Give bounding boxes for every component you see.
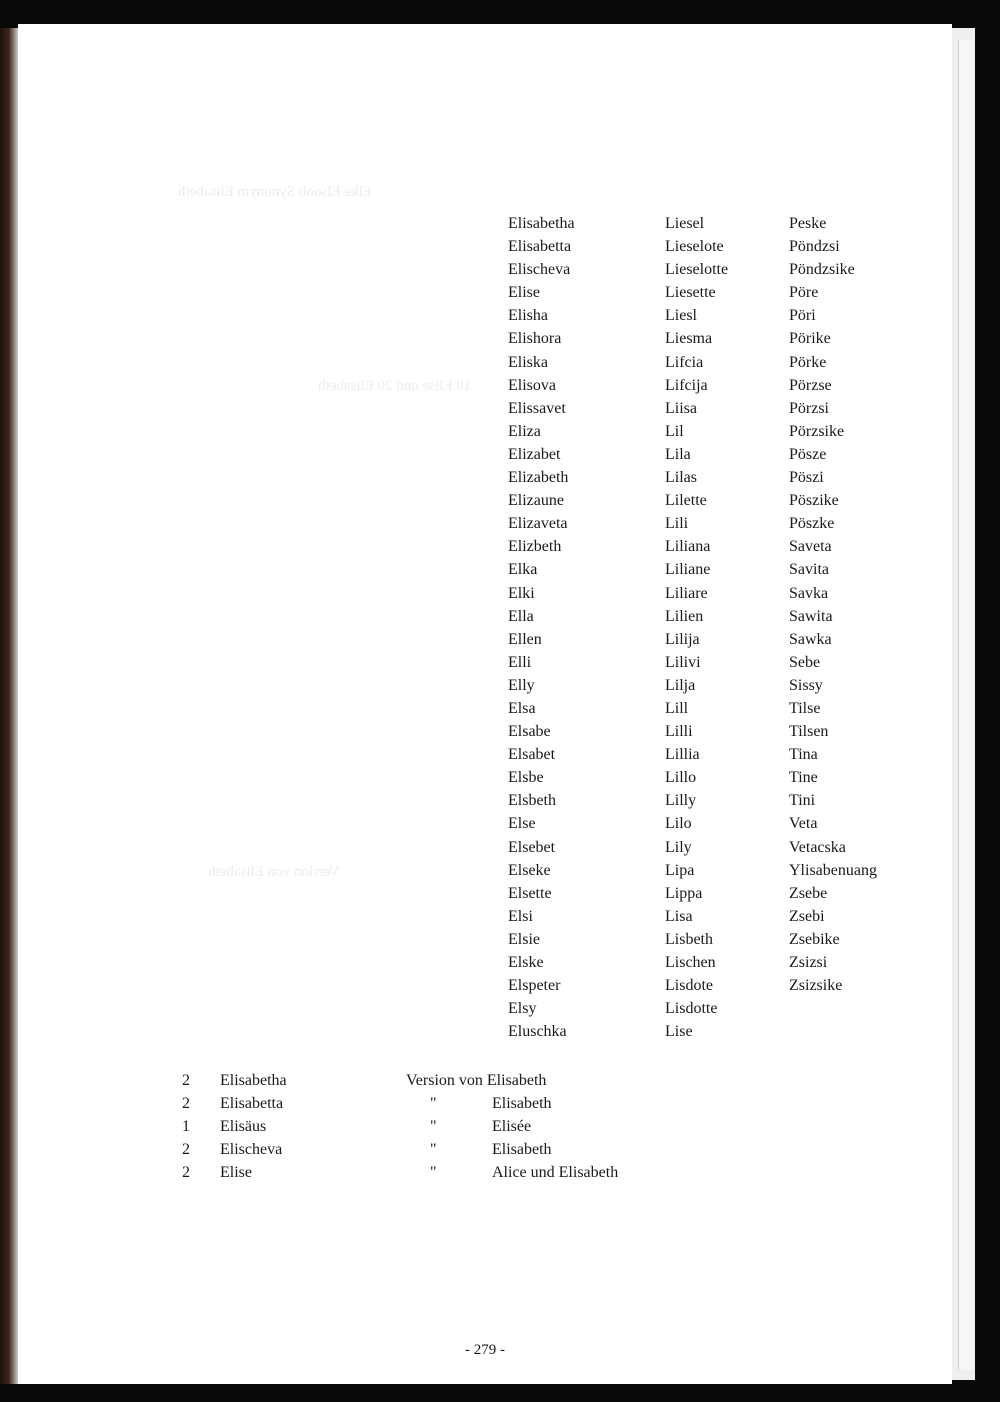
name-column-2 xyxy=(665,212,728,1043)
name-list-item: Veta xyxy=(789,815,818,833)
name-list-item: Pöszike xyxy=(789,492,839,510)
name-list-item: Savita xyxy=(789,561,829,579)
name-list-item: Lilette xyxy=(665,492,707,510)
name-list-item: Liliare xyxy=(665,584,708,602)
name-list-item: Saveta xyxy=(789,538,832,556)
name-list-item: Lilija xyxy=(665,630,700,648)
name-list-item: Lischen xyxy=(665,954,716,971)
name-list-item: Tini xyxy=(789,792,816,810)
name-list-item: Lieselote xyxy=(665,238,724,256)
count-cell: 2 xyxy=(182,1095,190,1112)
name-list-item: Elli xyxy=(508,653,532,671)
ditto-mark: " xyxy=(430,1095,437,1112)
name-list-item: Lipa xyxy=(665,861,695,879)
name-list-item: Elisova xyxy=(508,376,556,394)
book-page xyxy=(18,24,952,1384)
description-cell: Alice und Elisabeth xyxy=(492,1164,619,1181)
name-list-item: Lilly xyxy=(665,792,697,810)
name-list-item: Elsette xyxy=(508,884,552,902)
name-list-item: Zsebe xyxy=(789,884,828,902)
name-list-item: Elsie xyxy=(508,930,540,948)
name-list-item: Elsi xyxy=(508,907,533,925)
name-cell: Elischeva xyxy=(220,1141,283,1158)
description-cell: Elisabeth xyxy=(492,1095,552,1112)
name-list-item: Eluschka xyxy=(508,1023,567,1041)
name-list-item: Lisa xyxy=(665,907,693,925)
name-column-3 xyxy=(789,212,877,997)
ditto-mark: " xyxy=(430,1164,437,1181)
name-list-item: Lilien xyxy=(665,607,704,625)
name-list-item: Sawita xyxy=(789,607,833,625)
name-list-item: Elischeva xyxy=(508,261,571,279)
name-list-item: Vetacska xyxy=(789,838,846,856)
name-list-item: Elly xyxy=(508,676,535,694)
name-list-item: Elspeter xyxy=(508,977,561,995)
name-list-item: Sebe xyxy=(789,653,821,671)
name-list-item: Lise xyxy=(665,1023,693,1041)
name-list-item: Elki xyxy=(508,584,535,602)
name-list-item: Eliska xyxy=(508,353,548,371)
count-cell: 2 xyxy=(182,1141,190,1158)
name-list-item: Liliane xyxy=(665,561,711,579)
name-cell: Elisabetta xyxy=(220,1095,284,1112)
name-list-item: Lill xyxy=(665,699,689,717)
name-list-item: Elissavet xyxy=(508,399,566,417)
count-cell: 2 xyxy=(182,1072,190,1089)
name-list-item: Zsizsike xyxy=(789,977,843,995)
name-list-item: Elske xyxy=(508,954,544,971)
name-column-1 xyxy=(508,212,575,1043)
page-number: - 279 - xyxy=(465,1342,505,1358)
name-list-item: Elseke xyxy=(508,861,551,879)
name-list-item: Pörike xyxy=(789,330,831,348)
name-list-item: Elizabeth xyxy=(508,469,569,487)
name-cell: Elisäus xyxy=(220,1118,267,1135)
name-list-item: Lifcia xyxy=(665,353,704,371)
name-list-item: Elisabetta xyxy=(508,238,572,256)
name-list-item: Peske xyxy=(789,215,827,232)
name-list-item: Ella xyxy=(508,607,534,625)
count-cell: 1 xyxy=(182,1118,190,1135)
name-list-item: Zsizsi xyxy=(789,954,828,971)
name-list-item: Pöszi xyxy=(789,469,824,487)
name-list-item: Ellen xyxy=(508,630,542,648)
name-list-item: Lisbeth xyxy=(665,930,713,948)
description-cell: Version von Elisabeth xyxy=(406,1072,547,1089)
name-list-item: Lilivi xyxy=(665,653,701,671)
name-list-item: Lil xyxy=(665,422,684,440)
name-list-item: Pörzsike xyxy=(789,422,845,440)
description-cell: Elisée xyxy=(492,1118,532,1135)
name-cell: Elise xyxy=(220,1164,252,1181)
name-list-item: Lili xyxy=(665,515,689,533)
bleed-through: 10 Elise und 20 Elisabeth xyxy=(318,378,472,394)
name-list-item: Elisha xyxy=(508,307,548,325)
name-list-item: Elishora xyxy=(508,330,562,348)
name-list-item: Pöri xyxy=(789,307,816,325)
name-list-item: Pöndzsike xyxy=(789,261,855,279)
name-list-item: Elsabe xyxy=(508,723,551,741)
name-list-item: Lippa xyxy=(665,884,703,902)
name-list-item: Sissy xyxy=(789,676,823,694)
name-list-item: Else xyxy=(508,815,536,833)
name-list-item: Savka xyxy=(789,584,829,602)
name-list-item: Elsbe xyxy=(508,769,544,787)
name-list-item: Lisdote xyxy=(665,977,713,995)
ditto-mark: " xyxy=(430,1118,437,1135)
name-list-item: Pöszke xyxy=(789,515,835,533)
name-list-item: Elizabet xyxy=(508,445,561,463)
name-list-item: Lieselotte xyxy=(665,261,729,279)
name-list-item: Zsebike xyxy=(789,930,840,948)
name-list-item: Pöre xyxy=(789,284,819,302)
name-list-item: Lillia xyxy=(665,746,700,764)
name-list-item: Lila xyxy=(665,445,691,463)
name-list-item: Lilo xyxy=(665,815,692,833)
name-list-item: Lisdotte xyxy=(665,1000,718,1018)
description-cell: Elisabeth xyxy=(492,1141,552,1158)
name-list-item: Liesel xyxy=(665,215,705,232)
name-list-item: Lilas xyxy=(665,469,697,487)
name-list-item: Liesette xyxy=(665,284,716,302)
name-list-item: Sawka xyxy=(789,630,832,648)
name-list-item: Elsa xyxy=(508,699,536,717)
page-edges-inner xyxy=(958,40,973,1370)
name-list-item: Liesl xyxy=(665,307,697,325)
name-list-item: Elizaveta xyxy=(508,515,568,533)
name-list-item: Elizaune xyxy=(508,492,564,510)
name-list-item: Elsy xyxy=(508,1000,537,1018)
name-list-item: Pöndzsi xyxy=(789,238,840,256)
name-list-item: Tina xyxy=(789,746,818,764)
name-list-item: Zsebi xyxy=(789,907,825,925)
name-list-item: Liisa xyxy=(665,399,697,417)
name-list-item: Liesma xyxy=(665,330,713,348)
name-list-item: Pörzse xyxy=(789,376,832,394)
name-list-item: Tilse xyxy=(789,699,821,717)
name-list-item: Ylisabenuang xyxy=(789,861,877,879)
name-list-item: Elizbeth xyxy=(508,538,562,556)
name-list-item: Lilja xyxy=(665,676,696,694)
name-cell: Elisabetha xyxy=(220,1072,287,1089)
name-list-item: Elisabetha xyxy=(508,215,575,232)
name-list-item: Pörke xyxy=(789,353,827,371)
name-list-item: Elsebet xyxy=(508,838,556,856)
name-list-item: Elsbeth xyxy=(508,792,556,810)
name-list-item: Lilli xyxy=(665,723,693,741)
name-list-item: Elsabet xyxy=(508,746,556,764)
name-list-item: Lillo xyxy=(665,769,697,787)
name-list-item: Lily xyxy=(665,838,692,856)
name-list-item: Elka xyxy=(508,561,538,579)
name-list-item: Eliza xyxy=(508,422,541,440)
count-cell: 2 xyxy=(182,1164,190,1181)
name-list-item: Tilsen xyxy=(789,723,829,741)
name-list-item: Elise xyxy=(508,284,540,302)
name-list-item: Lifcija xyxy=(665,376,708,394)
name-list-item: Pösze xyxy=(789,445,827,463)
bleed-through: Elke Elsoob Synonym Elisabeth xyxy=(178,184,372,200)
ditto-mark: " xyxy=(430,1141,437,1158)
name-list-item: Tine xyxy=(789,769,818,787)
name-list-item: Pörzsi xyxy=(789,399,829,417)
name-list-item: Liliana xyxy=(665,538,711,556)
bleed-through: Version von Elisabeth xyxy=(208,864,340,880)
